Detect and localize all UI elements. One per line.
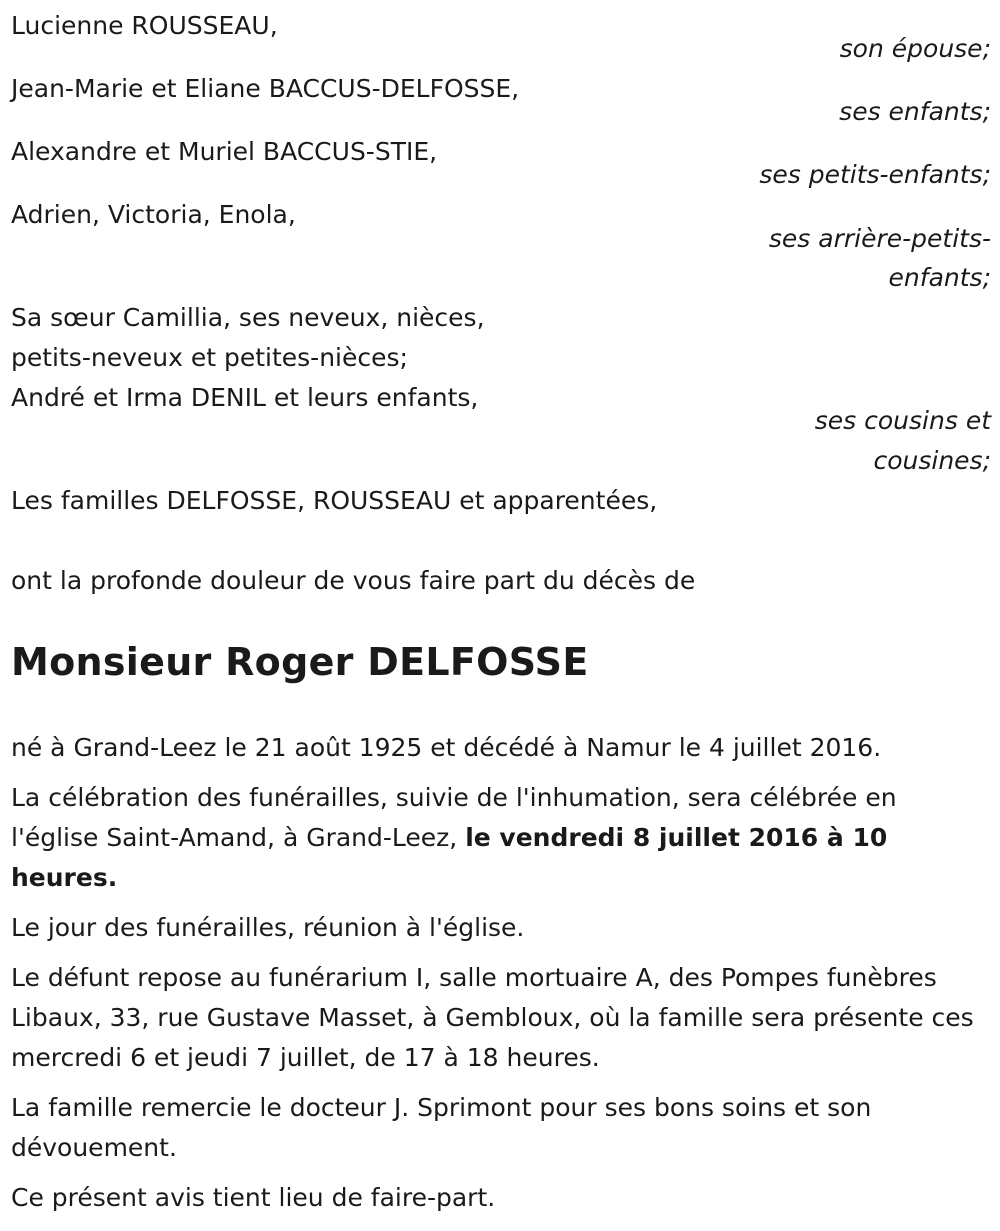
families-line: Les familles DELFOSSE, ROUSSEAU et apparentées, [11, 486, 658, 515]
cousins-relation-line1: ses cousins et [814, 406, 991, 435]
announcement-intro: ont la profonde douleur de vous faire part du décès de [11, 566, 696, 595]
meeting-line: Le jour des funérailles, réunion à l'église. [11, 913, 525, 942]
sister-line2: petits-neveux et petites-nièces; [11, 343, 408, 372]
grandchildren-names: Alexandre et Muriel BACCUS-STIE, [11, 137, 438, 166]
greatgrandchildren-names: Adrien, Victoria, Enola, [11, 200, 296, 229]
children-names: Jean-Marie et Eliane BACCUS-DELFOSSE, [11, 74, 520, 103]
grandchildren-relation: ses petits-enfants; [759, 160, 991, 189]
cousins-relation-line2: cousines; [873, 446, 991, 475]
details-section [11, 728, 986, 1228]
thanks-paragraph: La famille remercie le docteur J. Sprimont pour ses bons soins et son dévouement. [11, 1093, 872, 1162]
spouse-relation: son épouse; [839, 34, 991, 63]
greatgrandchildren-relation-line1: ses arrière-petits- [768, 224, 991, 253]
greatgrandchildren-relation-line2: enfants; [888, 263, 991, 292]
deceased-name: Monsieur Roger DELFOSSE [11, 640, 589, 684]
ceremony-date: le vendredi 8 juillet 2016 à 10 heures. [11, 823, 888, 892]
notice-line: Ce présent avis tient lieu de faire-part. [11, 1183, 496, 1212]
children-relation: ses enfants; [839, 97, 991, 126]
ceremony-text: La célébration des funérailles, suivie de l'inhumation, sera célébrée en l'église Saint-Amand, à Grand-Leez, [11, 783, 897, 852]
ceremony-paragraph [11, 778, 986, 898]
viewing-paragraph: Le défunt repose au funérarium I, salle mortuaire A, des Pompes funèbres Libaux, 33, rue Gustave Masset, à Gembloux, où la famille sera présente ces mercredi 6 et jeudi 7 juillet, de 17 à 18 heures. [11, 963, 974, 1072]
spouse-name: Lucienne ROUSSEAU, [11, 11, 278, 40]
cousins-names: André et Irma DENIL et leurs enfants, [11, 383, 479, 412]
birth-death-line: né à Grand-Leez le 21 août 1925 et décédé à Namur le 4 juillet 2016. [11, 733, 882, 762]
sister-line1: Sa sœur Camillia, ses neveux, nièces, [11, 303, 485, 332]
